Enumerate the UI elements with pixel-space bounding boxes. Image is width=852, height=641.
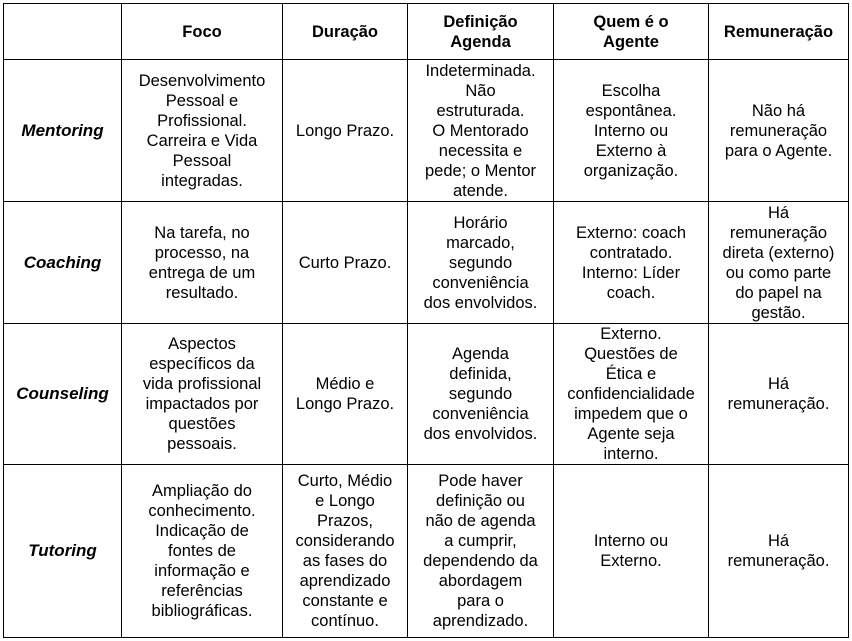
cell-agente: Externo: coach contratado. Interno: Líder coach. [554, 202, 709, 324]
cell-agenda: Horário marcado, segundo conveniência dos envolvidos. [408, 202, 554, 324]
cell-agente: Escolha espontânea. Interno ou Externo à organização. [554, 60, 709, 202]
cell-remuneracao: Não há remuneração para o Agente. [709, 60, 849, 202]
cell-duracao: Curto, Médio e Longo Prazos, considerando as fases do aprendizado constante e contínuo. [283, 465, 408, 638]
row-label: Counseling [4, 324, 122, 465]
cell-agenda: Pode haver definição ou não de agenda a cumprir, dependendo da abordagem para o aprendizado. [408, 465, 554, 638]
header-row [4, 4, 849, 60]
row-label: Coaching [4, 202, 122, 324]
cell-foco: Na tarefa, no processo, na entrega de um resultado. [122, 202, 283, 324]
row-label: Mentoring [4, 60, 122, 202]
table-row [4, 202, 849, 324]
cell-remuneracao: Há remuneração. [709, 324, 849, 465]
comparison-table [3, 3, 849, 638]
cell-foco: Ampliação do conhecimento. Indicação de fontes de informação e referências bibliográficas. [122, 465, 283, 638]
header-cell-empty [4, 4, 122, 60]
cell-remuneracao: Há remuneração direta (externo) ou como parte do papel na gestão. [709, 202, 849, 324]
cell-agenda: Indeterminada. Não estruturada. O Mentorado necessita e pede; o Mentor atende. [408, 60, 554, 202]
cell-foco: Desenvolvimento Pessoal e Profissional. Carreira e Vida Pessoal integradas. [122, 60, 283, 202]
header-quem-e-o-agente: Quem é o Agente [554, 4, 709, 60]
header-remuneracao: Remuneração [709, 4, 849, 60]
cell-foco: Aspectos específicos da vida profissional impactados por questões pessoais. [122, 324, 283, 465]
cell-agente: Interno ou Externo. [554, 465, 709, 638]
table-row [4, 465, 849, 638]
cell-remuneracao: Há remuneração. [709, 465, 849, 638]
table-row [4, 324, 849, 465]
header-duracao: Duração [283, 4, 408, 60]
row-label: Tutoring [4, 465, 122, 638]
header-definicao-agenda: Definição Agenda [408, 4, 554, 60]
cell-duracao: Curto Prazo. [283, 202, 408, 324]
table-row [4, 60, 849, 202]
cell-duracao: Longo Prazo. [283, 60, 408, 202]
header-foco: Foco [122, 4, 283, 60]
cell-duracao: Médio e Longo Prazo. [283, 324, 408, 465]
cell-agente: Externo. Questões de Ética e confidencialidade impedem que o Agente seja interno. [554, 324, 709, 465]
cell-agenda: Agenda definida, segundo conveniência dos envolvidos. [408, 324, 554, 465]
